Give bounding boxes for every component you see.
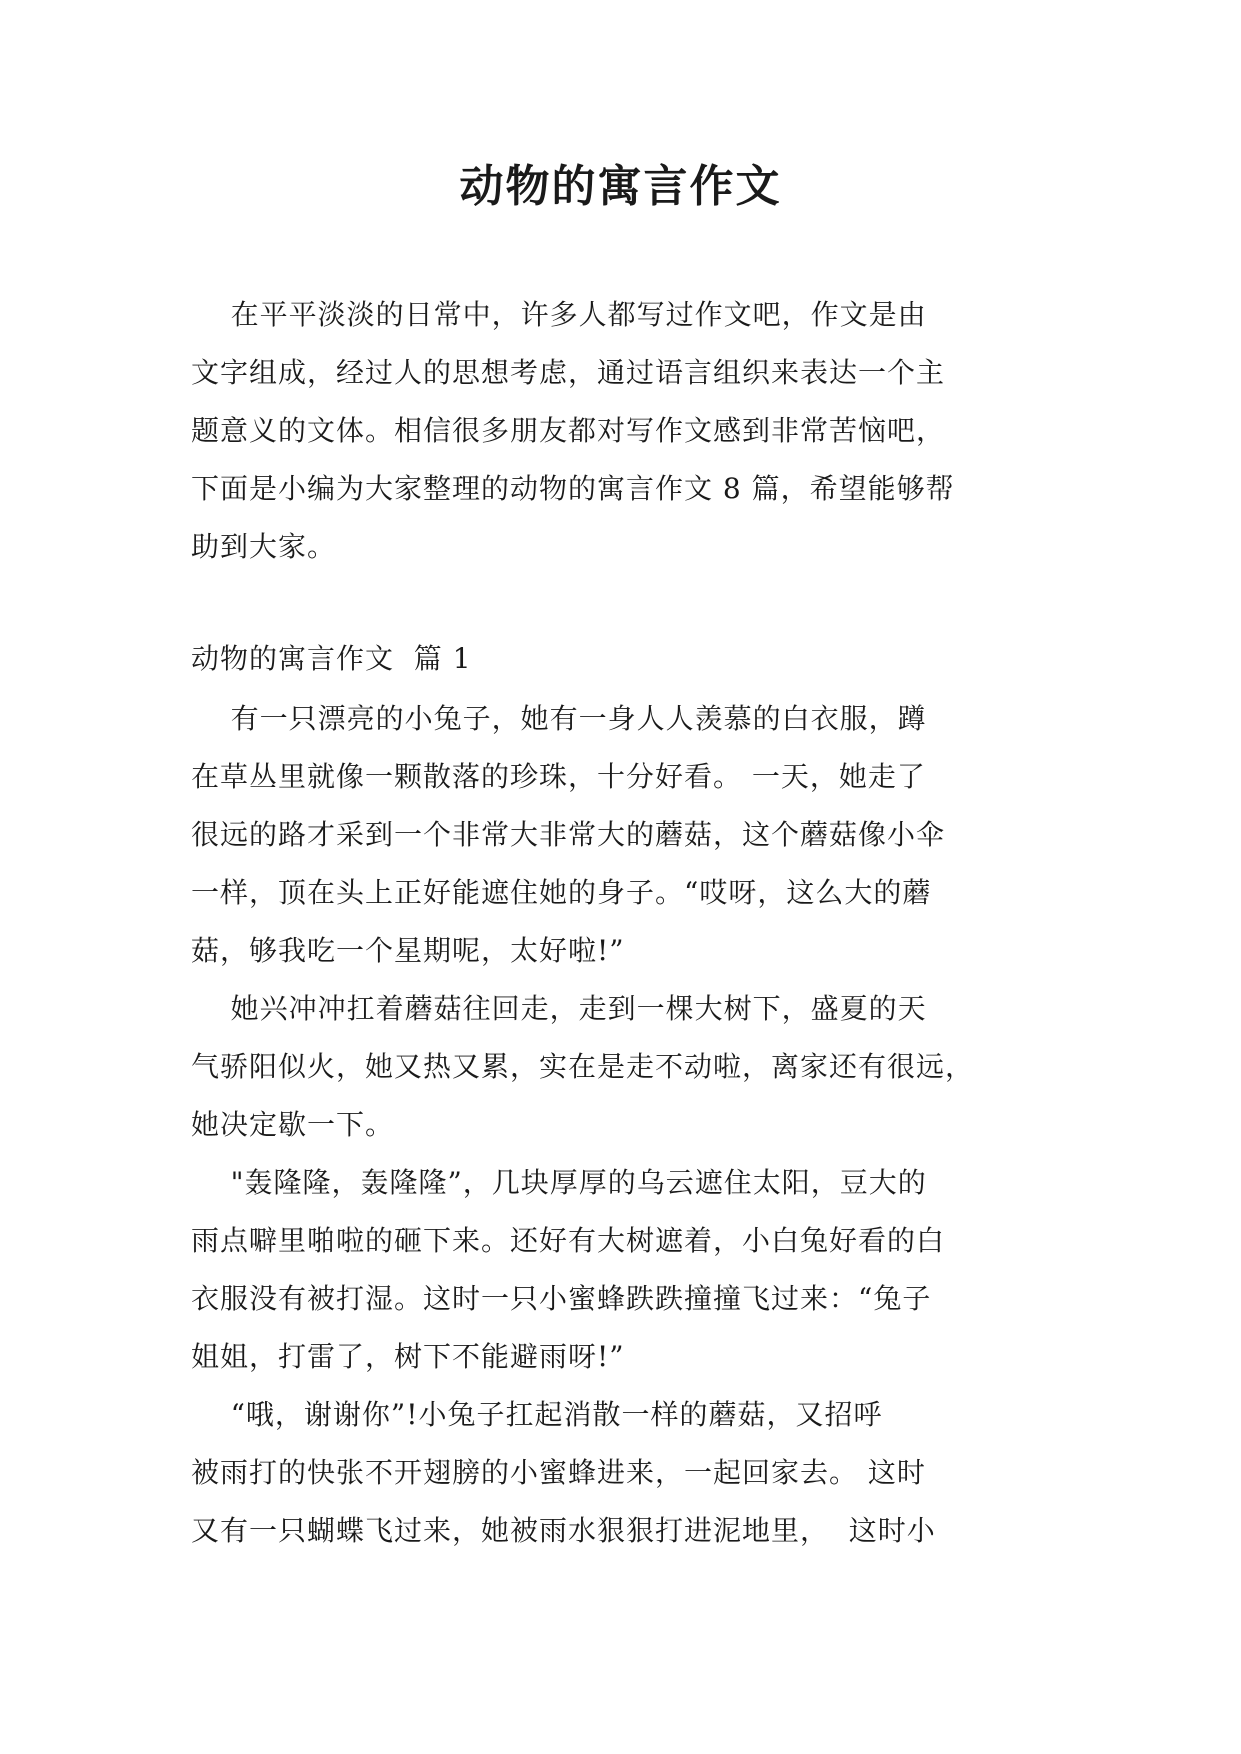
text-line: 一样，顶在头上正好能遮住她的身子。“哎呀，这么大的蘑: [191, 876, 932, 909]
text-line: 雨点噼里啪啦的砸下来。还好有大树遮着，小白兔好看的白: [191, 1224, 946, 1257]
section-heading: 动物的寓言作文 篇 1: [191, 642, 472, 675]
text-line: "轰隆隆，轰隆隆”，几块厚厚的乌云遮住太阳，豆大的: [191, 1166, 927, 1199]
intro-paragraph: [191, 286, 1071, 576]
text-line: “哦，谢谢你”!小兔子扛起消散一样的蘑菇，又招呼: [191, 1398, 883, 1431]
text-line: 姐姐，打雷了，树下不能避雨呀!”: [191, 1340, 625, 1373]
text-line: 菇，够我吃一个星期呢，太好啦!”: [191, 934, 625, 967]
text-line: 又有一只蝴蝶飞过来，她被雨水狠狠打进泥地里， 这时小: [191, 1514, 936, 1547]
text-line: 被雨打的快张不开翅膀的小蜜蜂进来，一起回家去。 这时: [191, 1456, 926, 1489]
story-text: [191, 690, 1071, 1560]
text-line: 她决定歇一下。: [191, 1108, 395, 1141]
text-line: 助到大家。: [191, 530, 337, 563]
text-line: 有一只漂亮的小兔子，她有一身人人羡慕的白衣服，蹲: [191, 702, 927, 735]
text-line: 题意义的文体。相信很多朋友都对写作文感到非常苦恼吧，: [191, 414, 946, 447]
text-line: 气骄阳似火，她又热又累，实在是走不动啦，离家还有很远，: [191, 1050, 975, 1083]
text-line: 她兴冲冲扛着蘑菇往回走，走到一棵大树下，盛夏的天: [191, 992, 927, 1025]
text-line: 在平平淡淡的日常中，许多人都写过作文吧，作文是由: [191, 298, 927, 331]
text-line: 文字组成，经过人的思想考虑，通过语言组织来表达一个主: [191, 356, 946, 389]
text-line: 下面是小编为大家整理的动物的寓言作文 8 篇，希望能够帮: [191, 472, 955, 505]
document-title: 动物的寓言作文: [459, 161, 782, 212]
text-line: 衣服没有被打湿。这时一只小蜜蜂跌跌撞撞飞过来：“兔子: [191, 1282, 932, 1315]
text-line: 在草丛里就像一颗散落的珍珠，十分好看。 一天，她走了: [191, 760, 926, 793]
text-line: 很远的路才采到一个非常大非常大的蘑菇，这个蘑菇像小伞: [191, 818, 946, 851]
